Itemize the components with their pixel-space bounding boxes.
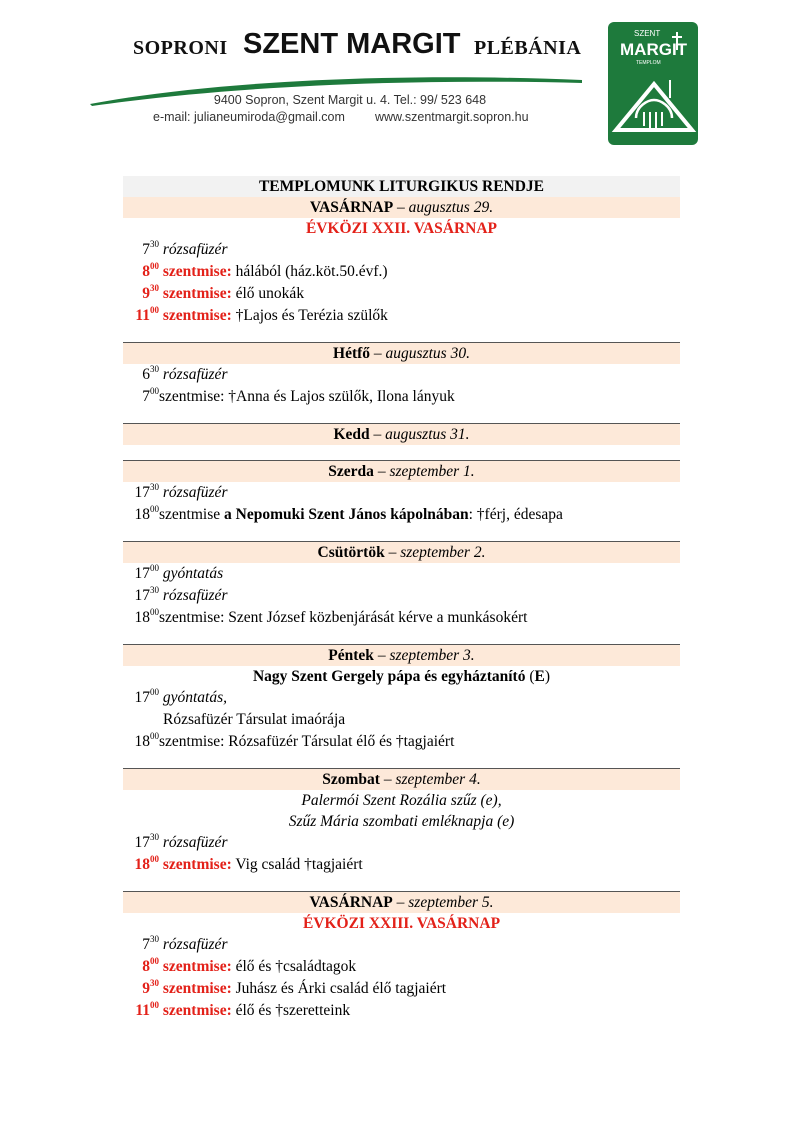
day-header: Csütörtök – szeptember 2. [123, 541, 680, 563]
day-date: szeptember 1. [389, 463, 475, 480]
day-header: VASÁRNAP – szeptember 5. [123, 891, 680, 913]
schedule-item [123, 563, 680, 585]
schedule-item [123, 482, 680, 504]
schedule-item [123, 687, 680, 709]
liturgical-schedule [123, 176, 680, 1022]
time: $7^{30}$ [142, 239, 159, 258]
time: $17^{30}$ [134, 832, 159, 851]
time: $18^{00}$ [134, 731, 159, 750]
day-name: Szombat [322, 771, 380, 788]
day-date: augusztus 31. [385, 426, 470, 443]
schedule-item [123, 1000, 680, 1022]
schedule-item [123, 239, 680, 261]
schedule-item [123, 832, 680, 854]
item-text: hálából (ház.köt.50.évf.) [231, 263, 388, 280]
day-name: Csütörtök [317, 544, 385, 561]
item-label: rózsafüzér [162, 834, 228, 851]
letterhead [0, 0, 800, 160]
time: $18^{00}$ [134, 504, 159, 523]
item-label: szentmise: [162, 285, 232, 302]
day-name: Szerda [328, 463, 374, 480]
time: $17^{30}$ [134, 585, 159, 604]
schedule-item [123, 854, 680, 876]
day-name: Hétfő [333, 345, 371, 362]
item-label: szentmise: [162, 980, 232, 997]
schedule-item [123, 731, 680, 753]
day-date: szeptember 5. [408, 894, 494, 911]
day-header: Szerda – szeptember 1. [123, 460, 680, 482]
item-intention: : †férj, édesapa [468, 506, 563, 523]
schedule-item [123, 585, 680, 607]
header-address: 9400 Sopron, Szent Margit u. 4. Tel.: 99/ 523 648 [213, 93, 487, 107]
schedule-item [123, 364, 680, 386]
time: $17^{30}$ [134, 482, 159, 501]
parish-logo [608, 22, 698, 145]
day-date: szeptember 4. [395, 771, 481, 788]
schedule-item [123, 934, 680, 956]
day-header: Kedd – augusztus 31. [123, 423, 680, 445]
item-text: élő unokák [231, 285, 305, 302]
header-web: www.szentmargit.sopron.hu [375, 110, 529, 124]
item-text: szentmise: †Anna és Lajos szülők, Ilona lányuk [159, 388, 455, 405]
item-label: rózsafüzér [162, 936, 228, 953]
schedule-title: TEMPLOMUNK LITURGIKUS RENDJE [123, 176, 680, 197]
day-name: VASÁRNAP [309, 199, 394, 216]
item-text: szentmise [159, 506, 224, 523]
header-email: e-mail: julianeumiroda@gmail.com [153, 110, 345, 124]
time: $11^{00}$ [135, 305, 159, 324]
schedule-item [123, 261, 680, 283]
day-name: VASÁRNAP [309, 894, 393, 911]
time: $7^{00}$ [142, 386, 159, 405]
time: $7^{30}$ [142, 934, 159, 953]
time: $8^{00}$ [142, 956, 159, 975]
day-name: Péntek [328, 647, 374, 664]
schedule-item [123, 283, 680, 305]
schedule-item [123, 956, 680, 978]
time: $9^{30}$ [142, 978, 159, 997]
time: $11^{00}$ [135, 1000, 159, 1019]
item-text: szentmise: Szent József közbenjárását kérve a munkásokért [159, 609, 528, 626]
feast-rank: E [534, 668, 545, 685]
item-location: a Nepomuki Szent János kápolnában [224, 506, 469, 523]
item-label: rózsafüzér [162, 484, 228, 501]
day-date: szeptember 3. [389, 647, 475, 664]
day-subtitle: ÉVKÖZI XXII. VASÁRNAP [305, 220, 498, 237]
time: $6^{30}$ [142, 364, 159, 383]
item-text: Vig család †tagjaiért [231, 856, 363, 873]
item-text: Juhász és Árki család élő tagjaiért [231, 980, 447, 997]
item-label: szentmise: [162, 307, 232, 324]
day-date: augusztus 30. [385, 345, 470, 362]
svg-text:TEMPLOM: TEMPLOM [636, 60, 661, 66]
time: $17^{00}$ [134, 563, 159, 582]
time: $9^{30}$ [142, 283, 159, 302]
time: $17^{00}$ [134, 687, 159, 706]
time: $18^{00}$ [134, 607, 159, 626]
schedule-item [123, 305, 680, 327]
item-text: élő és †szeretteink [231, 1002, 351, 1019]
day-header: Péntek – szeptember 3. [123, 644, 680, 666]
item-label: gyóntatás, [162, 689, 228, 706]
item-label: szentmise: [162, 263, 232, 280]
item-text: †Lajos és Terézia szülők [231, 307, 388, 324]
item-label: szentmise: [162, 856, 232, 873]
day-header: VASÁRNAP – augusztus 29. [123, 197, 680, 218]
header-plebania: PLÉBÁNIA [474, 37, 582, 59]
schedule-item [123, 386, 680, 408]
schedule-item [123, 709, 680, 731]
day-subtitle: ÉVKÖZI XXIII. VASÁRNAP [302, 915, 501, 932]
item-label: rózsafüzér [162, 587, 228, 604]
schedule-item [123, 504, 680, 526]
day-header: Hétfő – augusztus 30. [123, 342, 680, 364]
day-date: szeptember 2. [400, 544, 486, 561]
svg-text:SZENT: SZENT [634, 29, 661, 38]
time: $18^{00}$ [134, 854, 159, 873]
item-text: élő és †családtagok [231, 958, 357, 975]
item-label: rózsafüzér [162, 366, 228, 383]
feast-line: Nagy Szent Gergely pápa és egyháztanító (E) [252, 668, 551, 685]
item-label: szentmise: [162, 1002, 232, 1019]
feast-name: Nagy Szent Gergely pápa és egyháztanító [252, 668, 526, 685]
day-header: Szombat – szeptember 4. [123, 768, 680, 790]
item-label: szentmise: [162, 958, 232, 975]
item-text: szentmise: Rózsafüzér Társulat élő és †tagjaiért [159, 733, 455, 750]
time: $8^{00}$ [142, 261, 159, 280]
header-soproni: SOPRONI [133, 37, 228, 59]
svg-text:MARGIT: MARGIT [620, 40, 688, 59]
item-text: Rózsafüzér Társulat imaórája [163, 711, 346, 728]
item-label: rózsafüzér [162, 241, 228, 258]
schedule-item [123, 978, 680, 1000]
day-date: augusztus 29. [408, 199, 494, 216]
header-szent-margit: SZENT MARGIT [243, 28, 461, 60]
schedule-item [123, 607, 680, 629]
day-name: Kedd [333, 426, 370, 443]
feast-line: Palermói Szent Rozália szűz (e), [301, 792, 502, 809]
item-label: gyóntatás [162, 565, 224, 582]
feast-line: Szűz Mária szombati emléknapja (e) [288, 813, 515, 830]
